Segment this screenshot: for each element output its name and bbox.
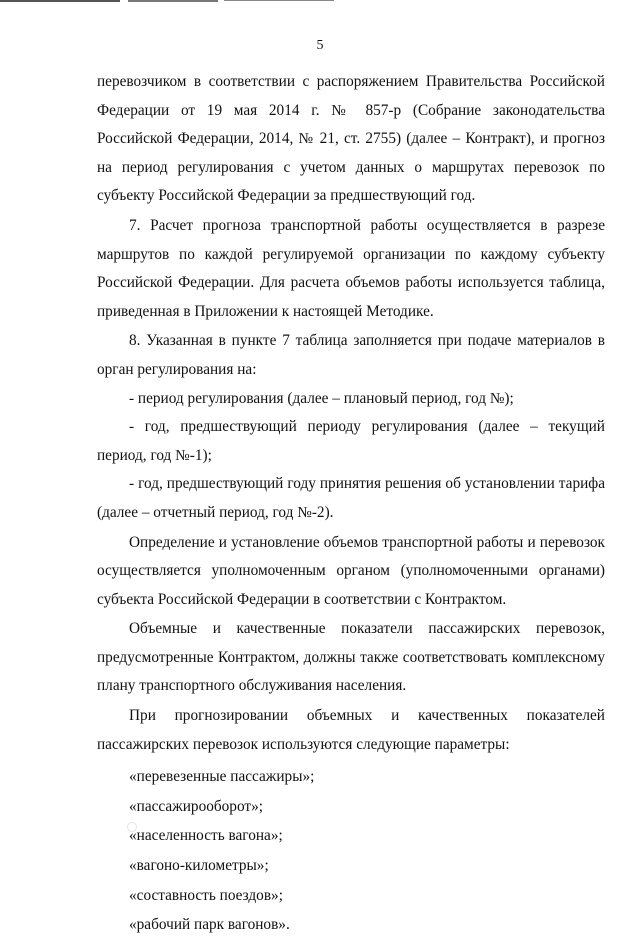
paragraph-current-period: - год, предшествующий периоду регулирования (далее – текущий период, год №-1); xyxy=(97,418,605,464)
list-item: «пассажирооборот»; xyxy=(129,797,263,815)
scan-top-rule xyxy=(224,0,334,1)
paragraph-reporting-period: - год, предшествующий году принятия решения об установлении тарифа (далее – отчетный период, год №-2). xyxy=(97,475,605,521)
list-item: «составность поездов»; xyxy=(129,886,283,904)
scan-top-rule xyxy=(0,0,120,2)
list-item: «вагоно-километры»; xyxy=(129,857,269,875)
paragraph-continuation: перевозчиком в соответствии с распоряжением Правительства Российской Федерации от 19 мая 2014 г. № 857-р (Собрание законодательства Российской Федерации, 2014, № 21, ст. 2755) (далее – Контракт), и прогноз на период регулирования с учетом данных о маршрутах перевозок по субъекту Российской Федерации за предшествующий год. xyxy=(97,73,605,205)
paragraph-item-7: 7. Расчет прогноза транспортной работы осуществляется в разрезе маршрутов по каждой регулируемой организации по каждому субъекту Российской Федерации. Для расчета объемов работы используется таблица, приведенная в Приложении к настоящей Методике. xyxy=(97,216,605,320)
scan-artifact xyxy=(127,822,137,832)
list-item: «населенность вагона»; xyxy=(129,827,283,845)
page-number: 5 xyxy=(316,38,324,53)
paragraph-item-8: 8. Указанная в пункте 7 таблица заполняется при подаче материалов в орган регулирования на: xyxy=(97,332,605,378)
paragraph-forecasting: При прогнозировании объемных и качественных показателей пассажирских перевозок используются следующие параметры: xyxy=(97,707,605,753)
document-body xyxy=(97,68,605,941)
parameters-list xyxy=(97,763,605,940)
scan-top-rule xyxy=(128,0,218,2)
paragraph-determination: Определение и установление объемов транспортной работы и перевозок осуществляется уполномоченным органом (уполномоченными органами) субъекта Российской Федерации в соответствии с Контрактом. xyxy=(97,533,605,608)
paragraph-planned-period: - период регулирования (далее – плановый период, год №); xyxy=(129,389,514,407)
paragraph-indicators: Объемные и качественные показатели пассажирских перевозок, предусмотренные Контрактом, должны также соответствовать комплексному плану транспортного обслуживания населения. xyxy=(97,620,605,695)
list-item: «перевезенные пассажиры»; xyxy=(129,768,315,786)
list-item: «рабочий парк вагонов». xyxy=(129,916,290,934)
